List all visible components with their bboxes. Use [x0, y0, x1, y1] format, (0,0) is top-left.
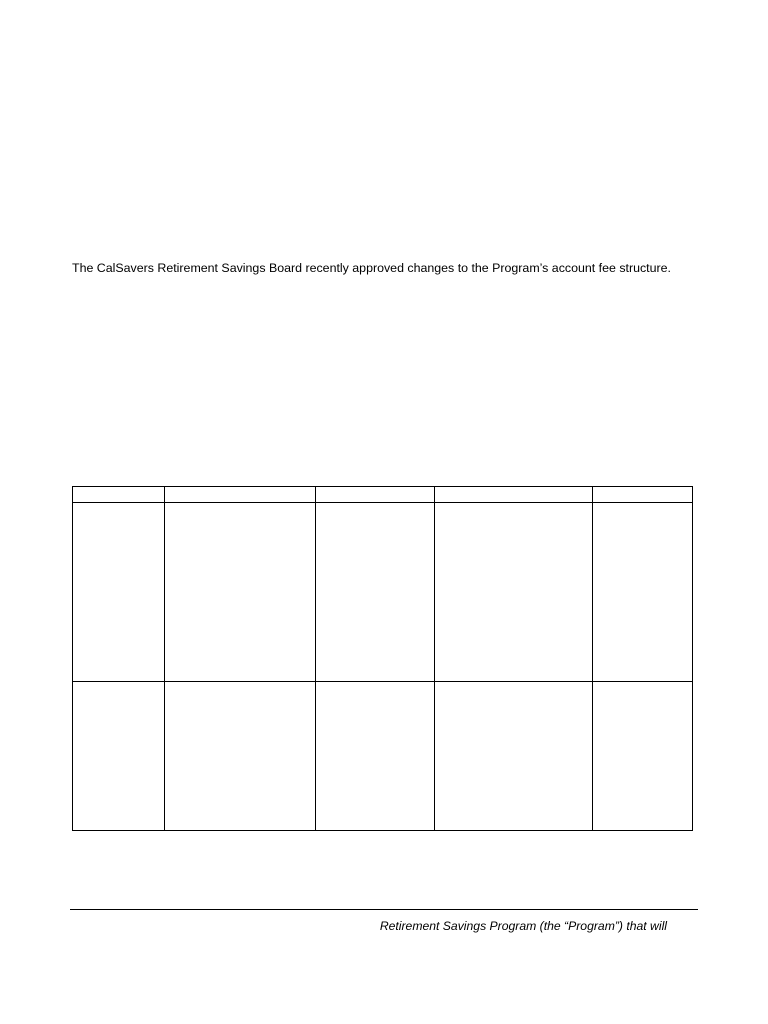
table-cell [316, 682, 435, 831]
table-cell [165, 503, 316, 682]
table-header-row [73, 487, 693, 503]
fee-table [72, 486, 693, 831]
table-cell [316, 503, 435, 682]
table-cell [593, 682, 693, 831]
table-header-cell [316, 487, 435, 503]
table-row [73, 682, 693, 831]
footnote-divider [70, 909, 698, 910]
table-header-cell [73, 487, 165, 503]
table-cell [435, 682, 593, 831]
table-header-cell [435, 487, 593, 503]
table-cell [593, 503, 693, 682]
table-header-cell [165, 487, 316, 503]
footnote-text: Retirement Savings Program (the “Program”) that will [379, 919, 667, 933]
intro-paragraph: The CalSavers Retirement Savings Board recently approved changes to the Program’s account fee structure. [72, 261, 671, 276]
table-row [73, 503, 693, 682]
table-header-cell [593, 487, 693, 503]
table-cell [73, 503, 165, 682]
table-cell [73, 682, 165, 831]
table-cell [165, 682, 316, 831]
table-cell [435, 503, 593, 682]
